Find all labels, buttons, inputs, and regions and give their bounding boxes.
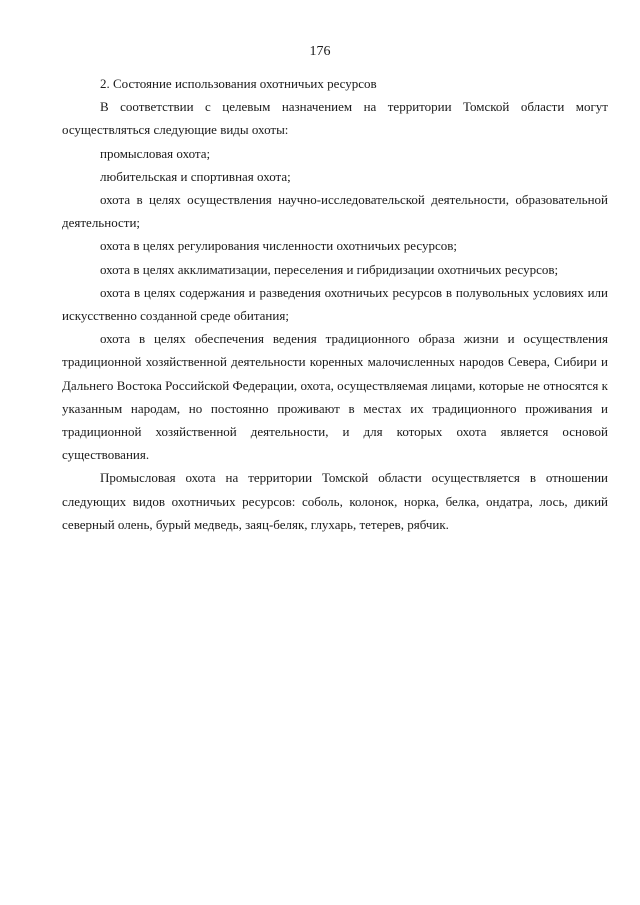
list-item-population-regulation-hunting: охота в целях регулирования численности охотничьих ресурсов; [100,238,457,254]
list-item-amateur-sport-hunting: любительская и спортивная охота; [100,168,291,184]
paragraph-intro: В соответствии с целевым назначением на территории Томской области могут осуществляться следующие виды охоты: [62,99,608,138]
list-item-traditional-hunting: охота в целях обеспечения ведения традиционного образа жизни и осуществления традиционной хозяйственной деятельности коренных малочисленных народов Севера, Сибири и Дальнего Востока Российской Федерации, охота, осуществляемая лицами, которые не относятся к указанным народам, но постоянно проживают в местах их традиционного проживания и традиционной хозяйственной деятельности, и для которых охота является основой существования. [62,331,608,463]
list-item-acclimatization-hunting: охота в целях акклиматизации, переселения и гибридизации охотничьих ресурсов; [100,261,559,277]
list-item-breeding-hunting: охота в целях содержания и разведения охотничьих ресурсов в полувольных условиях или искусственно созданной среде обитания; [62,284,608,324]
page-number: 176 [309,44,331,59]
document-body [62,72,608,536]
list-item-research-hunting: охота в целях осуществления научно-исследовательской деятельности, образовательной деятельности; [62,192,608,231]
list-item-commercial-hunting: промысловая охота; [100,145,211,161]
paragraph-commercial-species: Промысловая охота на территории Томской области осуществляется в отношении следующих видов охотничьих ресурсов: соболь, колонок, норка, белка, ондатра, лось, дикий северный олень, бурый медведь, заяц-беляк, глухарь, тетерев, рябчик. [62,470,608,532]
section-heading: 2. Состояние использования охотничьих ресурсов [100,76,377,91]
